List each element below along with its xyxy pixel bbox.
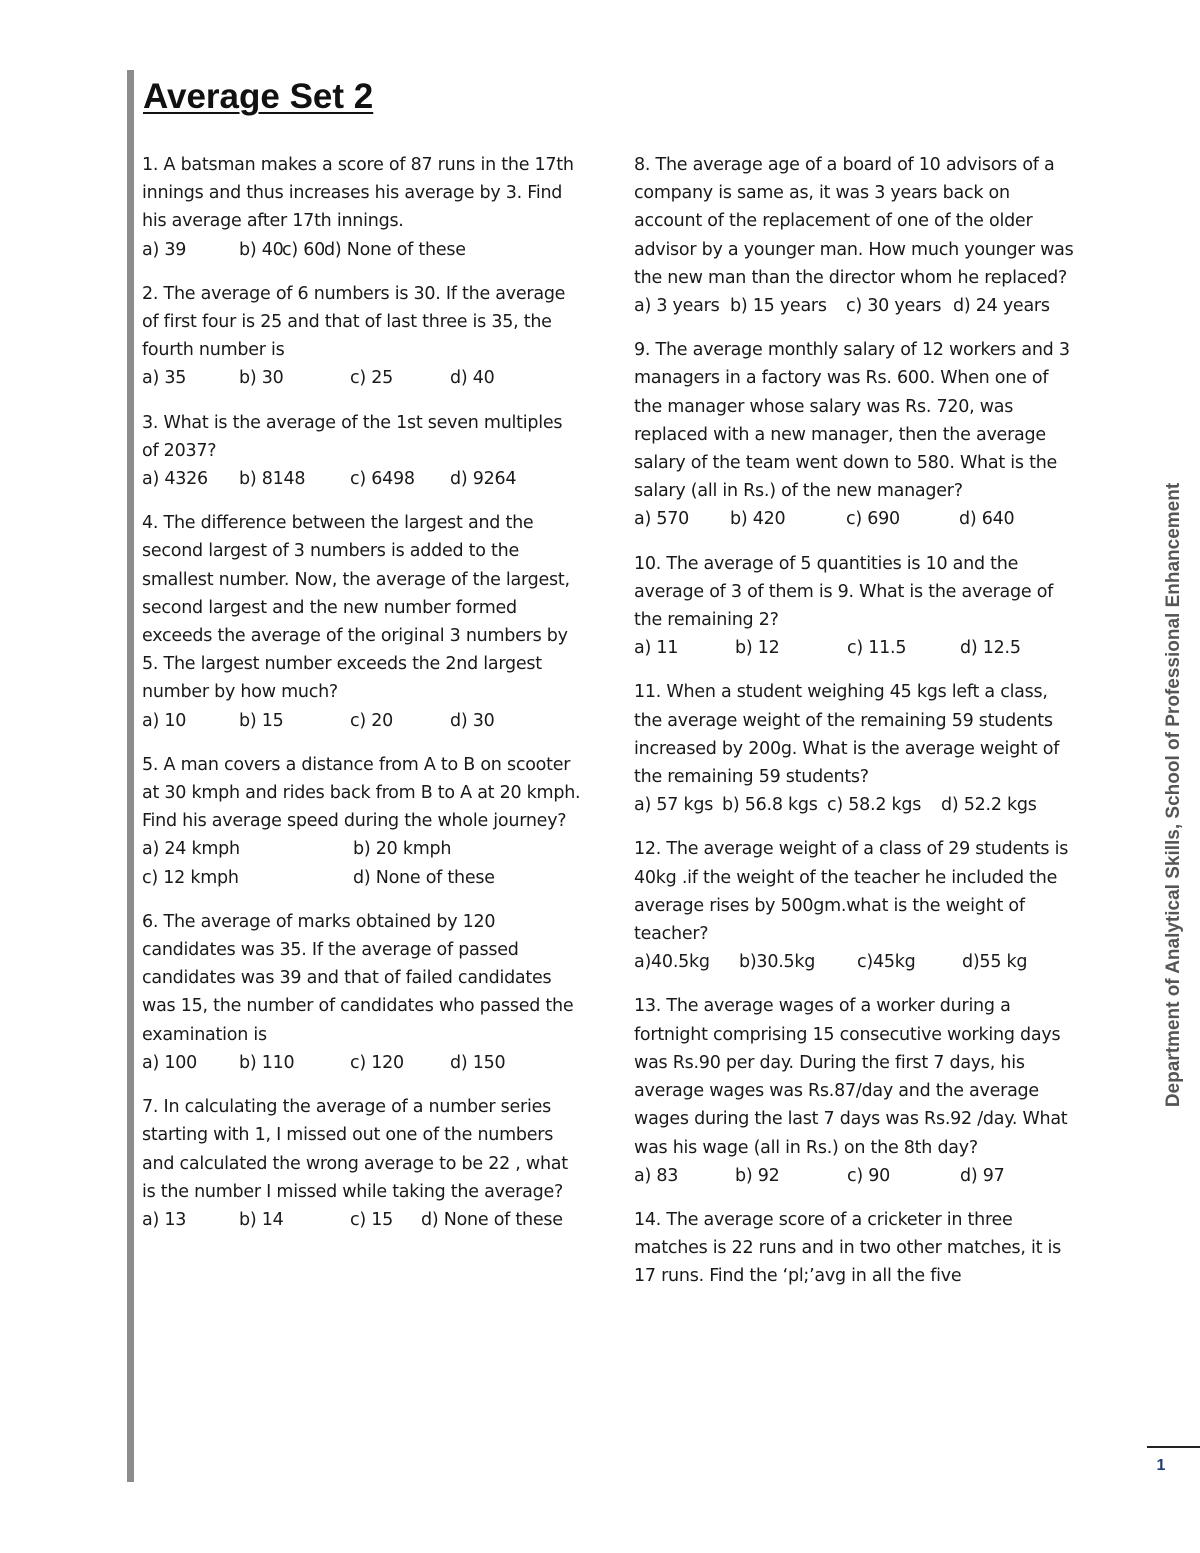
options xyxy=(142,835,582,891)
page-number: 1 xyxy=(1156,1457,1166,1474)
option-a: a) 13 xyxy=(142,1209,187,1230)
question-number: 3. xyxy=(142,412,159,433)
question-number: 14. xyxy=(634,1209,662,1230)
options xyxy=(634,292,1074,320)
question-body: The average of 6 numbers is 30. If the average of first four is 25 and that of last three is 35, the fourth number is xyxy=(142,283,566,361)
option-c: c) 25 xyxy=(350,368,394,389)
options xyxy=(142,707,582,735)
question-text xyxy=(142,151,582,236)
department-side-label: Department of Analytical Skills, School of Professional Enhancement xyxy=(1163,482,1184,1108)
options xyxy=(634,791,1074,819)
option-b: b) 110 xyxy=(239,1052,295,1073)
option-b: b) 420 xyxy=(730,509,786,530)
question-number: 8. xyxy=(634,155,651,175)
options xyxy=(142,364,582,392)
question-text xyxy=(634,835,1074,948)
option-d: d) None of these xyxy=(324,239,466,260)
question-body: The average of 5 quantities is 10 and the average of 3 of them is 9. What is the average of the remaining 2? xyxy=(634,553,1054,631)
option-d: d) 30 xyxy=(450,710,495,731)
option-b: b) 30 xyxy=(239,368,284,389)
question-text xyxy=(142,280,582,365)
option-d: d)55 kg xyxy=(962,952,1028,973)
question-number: 4. xyxy=(142,513,159,534)
option-c: c) 12 kmph xyxy=(142,867,239,888)
right-column xyxy=(634,151,1074,1307)
option-c: c) 30 years xyxy=(846,296,942,317)
option-d: d) 97 xyxy=(960,1165,1005,1186)
option-c: c) 15 xyxy=(350,1209,394,1230)
question-6 xyxy=(142,908,582,1077)
question-number: 1. xyxy=(142,155,159,175)
question-text xyxy=(142,409,582,465)
option-d: d) 52.2 kgs xyxy=(941,795,1037,816)
question-8 xyxy=(634,151,1074,320)
question-body: A man covers a distance from A to B on scooter at 30 kmph and rides back from B to A at 20 kmph. Find his average speed during the whole journey? xyxy=(142,754,581,832)
left-margin-rule xyxy=(127,70,134,1482)
question-number: 13. xyxy=(634,996,662,1017)
option-c: c) 60 xyxy=(282,239,326,260)
option-d: d) 9264 xyxy=(450,469,517,490)
question-14 xyxy=(634,1206,1074,1291)
question-9 xyxy=(634,336,1074,533)
question-4 xyxy=(142,509,582,735)
option-a: a) 57 kgs xyxy=(634,795,714,816)
option-c: c) 11.5 xyxy=(847,638,907,659)
option-a: a) 100 xyxy=(142,1052,198,1073)
question-5 xyxy=(142,751,582,892)
option-a: a) 11 xyxy=(634,638,679,659)
question-text xyxy=(634,678,1074,791)
question-number: 10. xyxy=(634,553,662,574)
option-b: b) 92 xyxy=(735,1165,780,1186)
option-d: d) 12.5 xyxy=(960,638,1021,659)
question-body: The average of marks obtained by 120 candidates was 35. If the average of passed candidates was 39 and that of failed candidates was 15, the number of candidates who passed the examination is xyxy=(142,911,574,1045)
option-a: a) 83 xyxy=(634,1165,679,1186)
option-d: d) None of these xyxy=(353,867,495,888)
option-b: b) 15 xyxy=(239,710,284,731)
option-c: c) 90 xyxy=(847,1165,891,1186)
option-b: b) 15 years xyxy=(730,296,827,317)
option-d: d) 24 years xyxy=(953,296,1050,317)
option-b: b) 14 xyxy=(239,1209,284,1230)
question-10 xyxy=(634,550,1074,663)
option-a: a) 35 xyxy=(142,368,187,389)
option-a: a) 24 kmph xyxy=(142,839,240,860)
question-number: 5. xyxy=(142,754,159,775)
question-2 xyxy=(142,280,582,393)
page-number-rule xyxy=(1147,1446,1200,1448)
option-a: a) 39 xyxy=(142,239,187,260)
question-1 xyxy=(142,151,582,264)
option-b: b) 12 xyxy=(735,638,780,659)
option-c: c) 6498 xyxy=(350,469,415,490)
question-body: The difference between the largest and the second largest of 3 numbers is added to the smallest number. Now, the average of the largest, second largest and the new number formed exceeds the average of the original 3 numbers by 5. The largest number exceeds the 2nd largest number by how much? xyxy=(142,513,570,703)
option-b: b) 20 kmph xyxy=(353,839,452,860)
option-d: d) 150 xyxy=(450,1052,506,1073)
question-text xyxy=(142,509,582,706)
options xyxy=(634,634,1074,662)
question-13 xyxy=(634,992,1074,1189)
options xyxy=(634,948,1074,976)
option-a: a) 570 xyxy=(634,509,690,530)
option-b: b)30.5kg xyxy=(739,952,816,973)
option-a: a) 3 years xyxy=(634,296,720,317)
question-text xyxy=(634,550,1074,635)
option-b: b) 40 xyxy=(239,239,284,260)
option-c: c) 58.2 kgs xyxy=(827,795,922,816)
question-body: The average wages of a worker during a fortnight comprising 15 consecutive working days was Rs.90 per day. During the first 7 days, his average wages was Rs.87/day and the average wages during the last 7 days was Rs.92 /day. What was his wage (all in Rs.) on the 8th day? xyxy=(634,996,1068,1158)
options xyxy=(142,1049,582,1077)
question-body: When a student weighing 45 kgs left a class, the average weight of the remaining 59 students increased by 200g. What is the average weight of the remaining 59 students? xyxy=(634,682,1060,788)
option-b: b) 56.8 kgs xyxy=(722,795,818,816)
option-c: c) 690 xyxy=(846,509,900,530)
question-text xyxy=(634,1206,1074,1291)
question-text xyxy=(142,751,582,836)
question-text xyxy=(142,1093,582,1206)
question-body: What is the average of the 1st seven multiples of 2037? xyxy=(142,412,563,461)
options xyxy=(142,1206,582,1234)
option-d: d) None of these xyxy=(421,1209,563,1230)
question-number: 2. xyxy=(142,283,159,304)
question-11 xyxy=(634,678,1074,819)
question-12 xyxy=(634,835,1074,976)
question-number: 6. xyxy=(142,911,159,932)
option-c: c) 120 xyxy=(350,1052,404,1073)
question-number: 12. xyxy=(634,839,662,860)
option-a: a) 4326 xyxy=(142,469,208,490)
question-body: The average age of a board of 10 advisors of a company is same as, it was 3 years back on account of the replacement of one of the older advisor by a younger man. How much younger was the new man than the director whom he replaced? xyxy=(634,155,1074,288)
option-c: c)45kg xyxy=(857,952,916,973)
option-a: a) 10 xyxy=(142,710,187,731)
option-c: c) 20 xyxy=(350,710,394,731)
options xyxy=(142,236,582,264)
option-a: a)40.5kg xyxy=(634,952,710,973)
question-number: 11. xyxy=(634,682,662,703)
question-text xyxy=(634,992,1074,1161)
question-number: 9. xyxy=(634,340,651,361)
options xyxy=(634,1162,1074,1190)
question-body: The average weight of a class of 29 students is 40kg .if the weight of the teacher he included the average rises by 500gm.what is the weight of teacher? xyxy=(634,839,1069,945)
options xyxy=(142,465,582,493)
question-body: The average monthly salary of 12 workers and 3 managers in a factory was Rs. 600. When one of the manager whose salary was Rs. 720, was replaced with a new manager, then the average salary of the team went down to 580. What is the salary (all in Rs.) of the new manager? xyxy=(634,340,1070,502)
question-number: 7. xyxy=(142,1097,159,1118)
options xyxy=(634,505,1074,533)
question-body: The average score of a cricketer in three matches is 22 runs and in two other matches, it is 17 runs. Find the ‘pl;’avg in all the five xyxy=(634,1209,1061,1287)
option-d: d) 40 xyxy=(450,368,495,389)
question-text xyxy=(142,908,582,1049)
option-b: b) 8148 xyxy=(239,469,306,490)
option-d: d) 640 xyxy=(959,509,1015,530)
question-3 xyxy=(142,409,582,494)
question-body: A batsman makes a score of 87 runs in the 17th innings and thus increases his average by 3. Find his average after 17th innings. xyxy=(142,155,574,232)
left-column xyxy=(142,151,582,1250)
page-title: Average Set 2 xyxy=(143,77,374,116)
question-7 xyxy=(142,1093,582,1234)
question-text xyxy=(634,151,1074,292)
question-text xyxy=(634,336,1074,505)
question-body: In calculating the average of a number series starting with 1, I missed out one of the numbers and calculated the wrong average to be 22 , what is the number I missed while taking the average? xyxy=(142,1097,568,1202)
